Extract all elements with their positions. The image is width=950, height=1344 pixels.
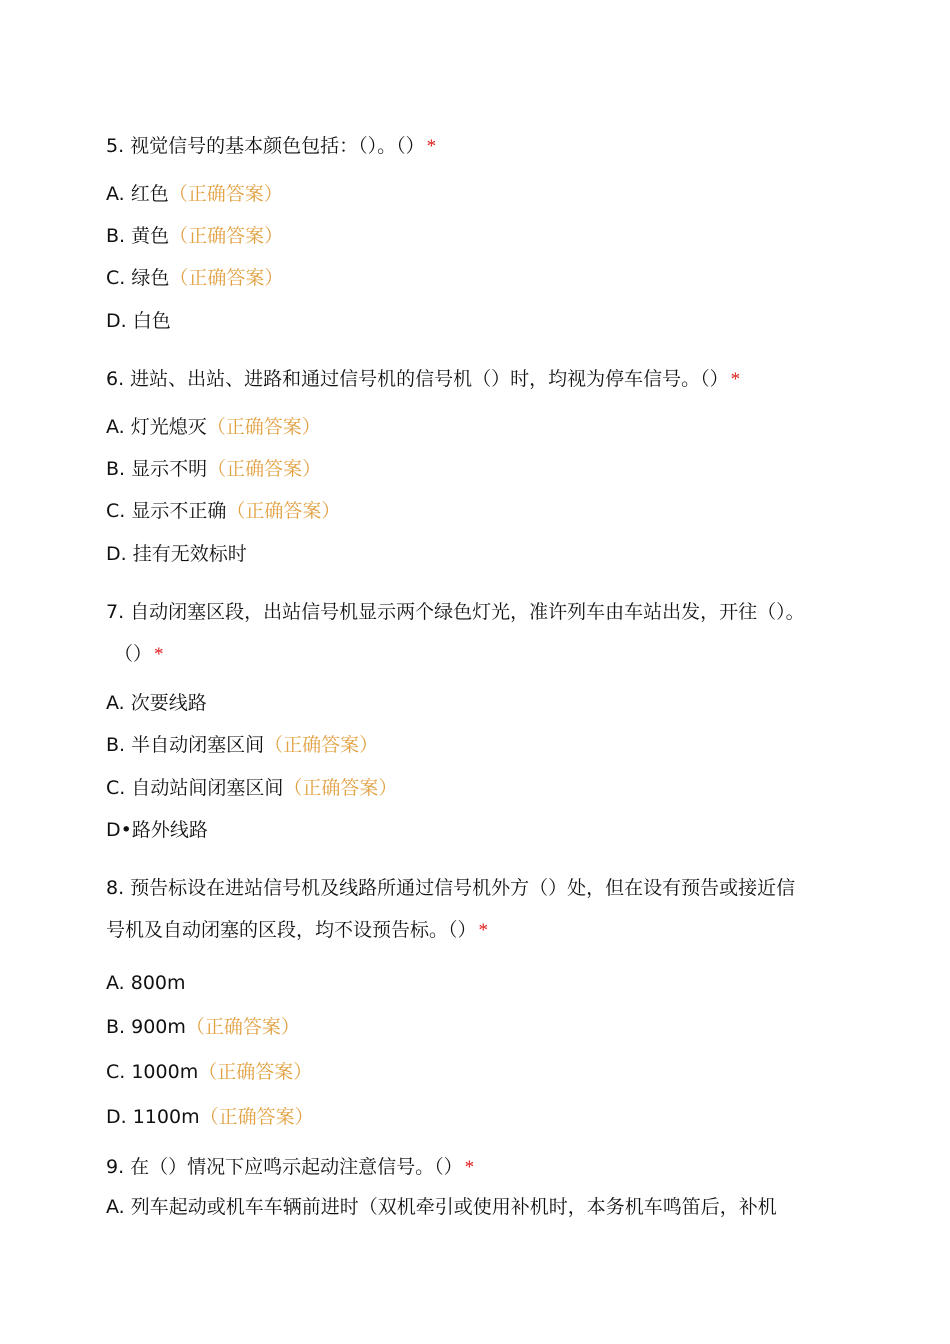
correct-answer-tag: （正确答案） (199, 1106, 314, 1128)
question-7-option-d[interactable]: D•路外线路 (106, 819, 208, 841)
question-8-option-d[interactable]: D. 1100m（正确答案） (106, 1106, 314, 1128)
correct-answer-tag: （正确答案） (226, 500, 341, 522)
question-9-title: 9. 在（）情况下应鸣示起动注意信号。（） * (106, 1156, 475, 1178)
required-mark: * (154, 644, 164, 665)
question-7-option-b[interactable]: B. 半自动闭塞区间（正确答案） (106, 734, 379, 756)
correct-answer-tag: （正确答案） (283, 777, 398, 799)
question-8-option-b[interactable]: B. 900m（正确答案） (106, 1016, 300, 1038)
required-mark: * (464, 1157, 475, 1178)
question-7-option-c[interactable]: C. 自动站间闭塞区间（正确答案） (106, 777, 398, 799)
question-5-option-b[interactable]: B. 黄色（正确答案） (106, 225, 284, 247)
question-8-option-c[interactable]: C. 1000m（正确答案） (106, 1061, 313, 1083)
question-6-title: 6. 进站、出站、进路和通过信号机的信号机（）时，均视为停车信号。（） * (106, 368, 741, 390)
question-6-option-c[interactable]: C. 显示不正确（正确答案） (106, 500, 341, 522)
question-7-title-cont: （） * (114, 643, 164, 665)
question-6-option-d[interactable]: D. 挂有无效标时 (106, 543, 247, 565)
question-8-title-cont: 号机及自动闭塞的区段，均不设预告标。（） * (106, 919, 489, 941)
question-7-title: 7. 自动闭塞区段，出站信号机显示两个绿色灯光，准许列车由车站出发，开往（）。 (106, 601, 805, 623)
required-mark: * (426, 136, 437, 157)
correct-answer-tag: （正确答案） (169, 225, 284, 247)
question-9-option-a[interactable]: A. 列车起动或机车车辆前进时（双机牵引或使用补机时，本务机车鸣笛后，补机 (106, 1196, 777, 1218)
question-8-option-a[interactable]: A. 800m (106, 972, 186, 994)
question-8-title: 8. 预告标设在进站信号机及线路所通过信号机外方（）处，但在设有预告或接近信 (106, 877, 796, 899)
required-mark: * (730, 369, 741, 390)
correct-answer-tag: （正确答案） (264, 734, 379, 756)
required-mark: * (478, 920, 489, 941)
correct-answer-tag: （正确答案） (185, 1016, 300, 1038)
question-5-option-d[interactable]: D. 白色 (106, 310, 171, 332)
question-6-option-a[interactable]: A. 灯光熄灭（正确答案） (106, 416, 321, 438)
correct-answer-tag: （正确答案） (168, 183, 283, 205)
question-7-option-a[interactable]: A. 次要线路 (106, 692, 207, 714)
question-6-option-b[interactable]: B. 显示不明（正确答案） (106, 458, 322, 480)
question-5-option-c[interactable]: C. 绿色（正确答案） (106, 267, 284, 289)
correct-answer-tag: （正确答案） (169, 267, 284, 289)
correct-answer-tag: （正确答案） (206, 416, 321, 438)
correct-answer-tag: （正确答案） (207, 458, 322, 480)
question-5-option-a[interactable]: A. 红色（正确答案） (106, 183, 283, 205)
question-5-title: 5. 视觉信号的基本颜色包括：（）。（） * (106, 135, 437, 157)
correct-answer-tag: （正确答案） (198, 1061, 313, 1083)
